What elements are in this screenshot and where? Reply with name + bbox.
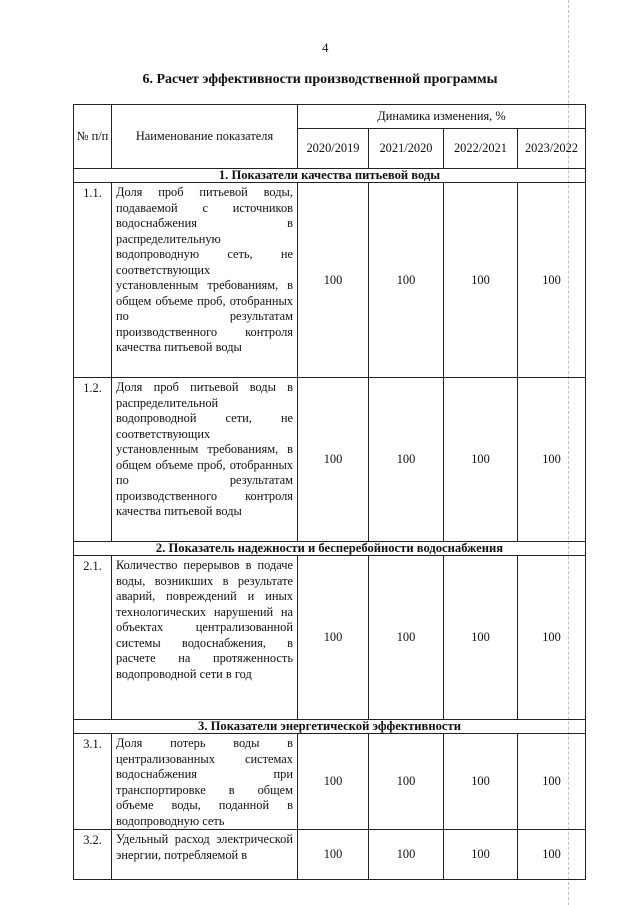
page-title: 6. Расчет эффективности производственной программы xyxy=(142,72,498,87)
row-number: 3.2. xyxy=(74,830,112,880)
indicator-name: Количество перерывов в подаче воды, возникших в результате аварий, повреждений и иных технологических нарушений на объектах централизованной системы водоснабжения, в расчете на протяженность водопроводной сети в год xyxy=(112,556,298,720)
value-cell: 100 xyxy=(444,556,518,720)
value-cell: 100 xyxy=(298,183,369,378)
value-cell: 100 xyxy=(444,378,518,542)
value-cell: 100 xyxy=(518,830,586,880)
value-cell: 100 xyxy=(518,734,586,830)
header-num: № п/п xyxy=(74,105,112,169)
header-dynamics: Динамика изменения, % xyxy=(298,105,586,129)
header-year: 2022/2021 xyxy=(444,129,518,169)
efficiency-table xyxy=(73,104,586,880)
row-number: 3.1. xyxy=(74,734,112,830)
section-title: 2. Показатель надежности и бесперебойности водоснабжения xyxy=(74,542,586,556)
value-cell: 100 xyxy=(444,183,518,378)
indicator-name: Удельный расход электрической энергии, потребляемой в xyxy=(112,830,298,880)
value-cell: 100 xyxy=(369,734,444,830)
value-cell: 100 xyxy=(518,183,586,378)
row-number: 2.1. xyxy=(74,556,112,720)
value-cell: 100 xyxy=(444,830,518,880)
value-cell: 100 xyxy=(298,734,369,830)
row-number: 1.1. xyxy=(74,183,112,378)
indicator-name: Доля проб питьевой воды, подаваемой с источников водоснабжения в распределительную водопроводную сеть, не соответствующих установленным требованиям, в общем объеме проб, отобранных по результатам производственного контроля качества питьевой воды xyxy=(112,183,298,378)
value-cell: 100 xyxy=(518,556,586,720)
indicator-name: Доля потерь воды в централизованных системах водоснабжения при транспортировке в общем объеме воды, поданной в водопроводную сеть xyxy=(112,734,298,830)
value-cell: 100 xyxy=(298,378,369,542)
header-year: 2021/2020 xyxy=(369,129,444,169)
value-cell: 100 xyxy=(369,183,444,378)
header-year: 2023/2022 xyxy=(518,129,586,169)
header-name: Наименование показателя xyxy=(112,105,298,169)
value-cell: 100 xyxy=(298,556,369,720)
value-cell: 100 xyxy=(518,378,586,542)
indicator-name: Доля проб питьевой воды в распределительной водопроводной сети, не соответствующих установленным требованиям, в общем объеме проб, отобранных по результатам производственного контроля качества питьевой воды xyxy=(112,378,298,542)
page-number: 4 xyxy=(322,40,329,55)
header-year: 2020/2019 xyxy=(298,129,369,169)
section-title: 3. Показатели энергетической эффективности xyxy=(74,720,586,734)
value-cell: 100 xyxy=(369,556,444,720)
row-number: 1.2. xyxy=(74,378,112,542)
section-title: 1. Показатели качества питьевой воды xyxy=(74,169,586,183)
value-cell: 100 xyxy=(369,830,444,880)
value-cell: 100 xyxy=(298,830,369,880)
value-cell: 100 xyxy=(444,734,518,830)
value-cell: 100 xyxy=(369,378,444,542)
